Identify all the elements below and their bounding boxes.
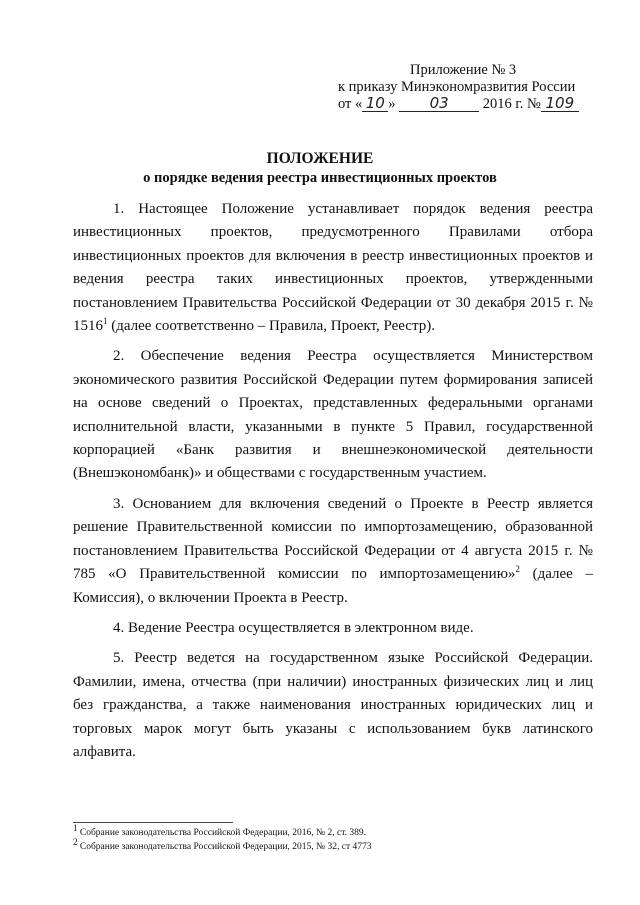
appendix-date-line	[338, 96, 598, 113]
footnote-1-text: Собрание законодательства Российской Федерации, 2016, № 2, ст. 389.	[77, 828, 367, 838]
paragraph-5-text: 5. Реестр ведется на государственном языке Российской Федерации. Фамилии, имена, отчества (при наличии) иностранных физических лиц и лиц без гражданства, а также наименования иностранных юридических лиц и торговых марок могут быть указаны с использованием букв латинского алфавита.	[73, 650, 593, 760]
footnote-divider	[73, 822, 233, 823]
quote-open: «	[355, 96, 363, 112]
paragraph-2-text: 2. Обеспечение ведения Реестра осуществляется Министерством экономического развития Российской Федерации путем формирования записей на основе сведений о Проектах, представленных федеральными органами исполнительной власти, указанными в пункте 5 Правил, государственной корпорацией «Банк развития и внешнеэкономической деятельности (Внешэкономбанк)» и обществами с государственным участием.	[73, 348, 593, 482]
footnote-mark-2: 2	[73, 836, 78, 847]
document-title: ПОЛОЖЕНИЕ	[266, 150, 374, 167]
footnote-1	[73, 822, 593, 840]
paragraph-5	[73, 647, 593, 764]
footnote-ref-2: 2	[515, 564, 520, 575]
quote-close: »	[388, 96, 396, 112]
paragraph-1-tail: (далее соответственно – Правила, Проект, Реестр).	[107, 318, 435, 335]
handwritten-month: 03	[399, 96, 479, 112]
handwritten-order-number: 109	[541, 96, 579, 112]
footnote-2-text: Собрание законодательства Российской Федерации, 2015, № 32, ст 4773	[77, 842, 372, 852]
paragraph-1	[73, 198, 593, 338]
appendix-number: Приложение № 3	[410, 62, 517, 78]
handwritten-day: 10	[362, 96, 388, 112]
paragraph-4	[73, 617, 593, 640]
appendix-order-ref: к приказу Минэкономразвития России	[338, 79, 576, 95]
paragraph-3-tail: (далее – Комиссия), о включении Проекта в Реестр.	[73, 566, 594, 606]
paragraph-3-text: 3. Основанием для включения сведений о Проекте в Реестр является решение Правительственной комиссии по импортозамещению, образованной постановлением Правительства Российской Федерации от 4 августа 2015 г. № 785 «О Правительственной комиссии по импортозамещению»	[73, 495, 593, 583]
document-body	[73, 198, 593, 771]
footnote-2	[73, 836, 593, 854]
paragraph-2	[73, 345, 593, 485]
appendix-header	[338, 62, 598, 113]
date-prefix: от	[338, 96, 352, 112]
year-and-number-label: 2016 г. №	[482, 96, 541, 112]
footnotes	[73, 822, 593, 854]
footnote-mark-1: 1	[73, 822, 78, 833]
footnote-ref-1: 1	[103, 316, 108, 327]
paragraph-4-text: 4. Ведение Реестра осуществляется в электронном виде.	[113, 619, 474, 636]
paragraph-3	[73, 493, 593, 610]
paragraph-1-text: 1. Настоящее Положение устанавливает порядок ведения реестра инвестиционных проектов, предусмотренного Правилами отбора инвестиционных проектов для включения в реестр инвестиционных проектов и ведения реестра таких инвестиционных проектов, утвержденными постановлением Правительства Российской Федерации от 30 декабря 2015 г. № 1516	[73, 201, 593, 335]
document-subtitle: о порядке ведения реестра инвестиционных проектов	[143, 170, 497, 186]
